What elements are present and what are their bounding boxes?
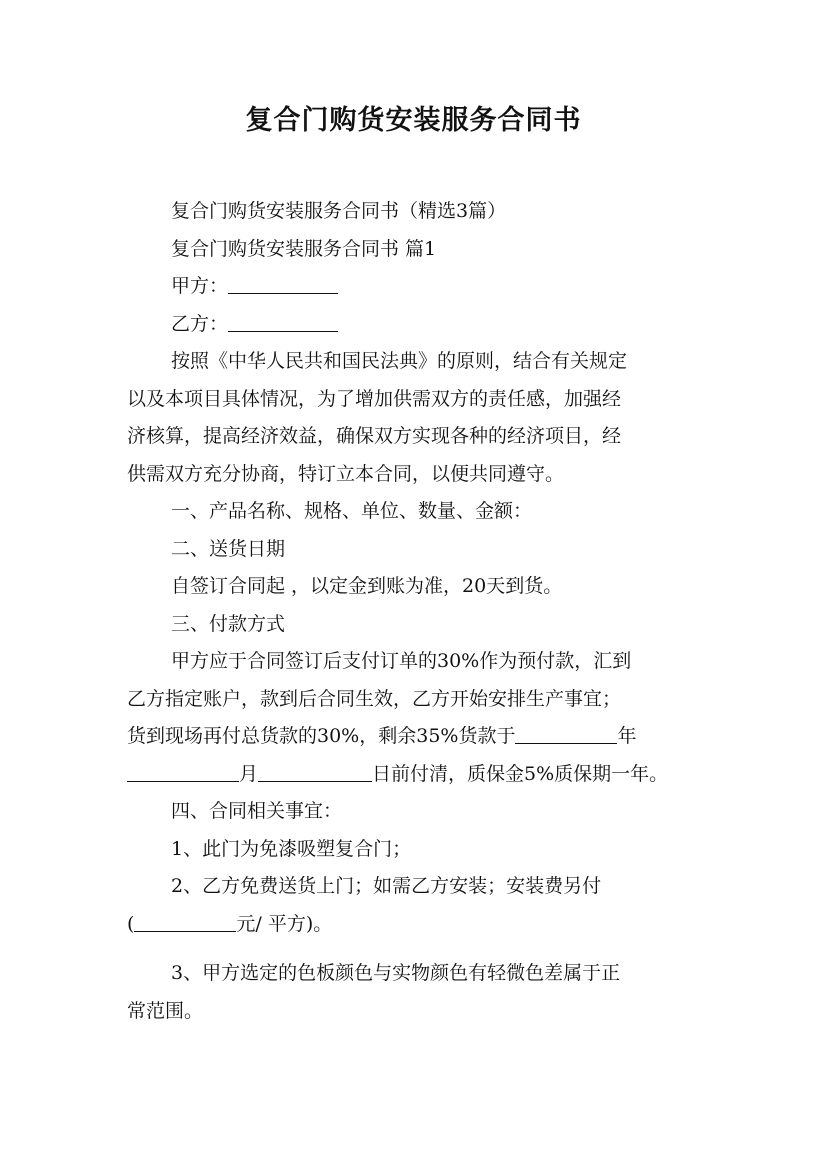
month-blank [258,761,372,782]
clause-1: 1、此门为免漆吸塑复合门； [171,837,412,860]
party-b-label: 乙方： [171,312,229,335]
item-4-heading: 四、合同相关事宜： [171,800,343,822]
intro-line: 按照《中华人民共和国民法典》的原则，结合有关规定 [171,350,628,372]
item-2-text: 自签订合同起 ，以定金到账为准，20天到货。 [171,575,563,597]
spacer [127,943,707,955]
clause-2-line [127,906,707,944]
intro-line: 以及本项目具体情况，为了增加供需双方的责任感，加强经 [127,387,622,410]
party-b-line [127,306,707,344]
intro-paragraph [127,343,707,493]
party-a-line [127,268,707,306]
document-subtitle: 复合门购货安装服务合同书（精选3篇） [171,200,507,222]
party-a-label: 甲方： [171,275,229,297]
month-label: 月 [239,762,259,785]
clause-2-line: 2、乙方免费送货上门；如需乙方安装；安装费另付 [171,875,602,897]
payment-line [127,718,707,756]
clause-2-close: 元/ 平方)。 [236,912,333,935]
payment-paragraph [127,643,707,793]
price-blank [134,911,236,932]
document-title: 复合门购货安装服务合同书 [245,105,582,136]
party-a-blank [228,273,338,294]
item-2-heading: 二、送货日期 [171,537,286,560]
year-label: 年 [617,725,637,747]
clause-2 [127,868,707,943]
intro-line: 济核算，提高经济效益，确保双方实现各种的经济项目，经 [127,425,622,447]
year-value-blank [127,761,239,782]
party-b-blank [228,311,338,332]
clause-3-line: 3、甲方选定的色板颜色与实物颜色有轻微色差属于正 [171,962,621,984]
year-blank [515,723,617,744]
payment-line: 甲方应于合同签订后支付订单的30%作为预付款，汇到 [171,650,632,672]
section-heading: 复合门购货安装服务合同书 篇1 [171,237,437,260]
clause-3-line: 常范围。 [127,999,204,1022]
item-1-heading: 一、产品名称、规格、单位、数量、金额： [171,500,533,522]
document-body [127,193,707,1030]
item-3-heading: 三、付款方式 [171,612,286,635]
day-text: 日前付清，质保金5%质保期一年。 [372,762,669,785]
payment-date-line [127,756,707,794]
payment-line: 乙方指定账户，款到后合同生效，乙方开始安排生产事宜； [127,687,622,710]
clause-3 [127,955,707,1030]
clause-2-open: ( [127,912,135,935]
payment-line-text: 货到现场再付总货款的30%，剩余35%货款于 [127,725,516,747]
intro-line: 供需双方充分协商，特订立本合同，以便共同遵守。 [127,462,565,485]
